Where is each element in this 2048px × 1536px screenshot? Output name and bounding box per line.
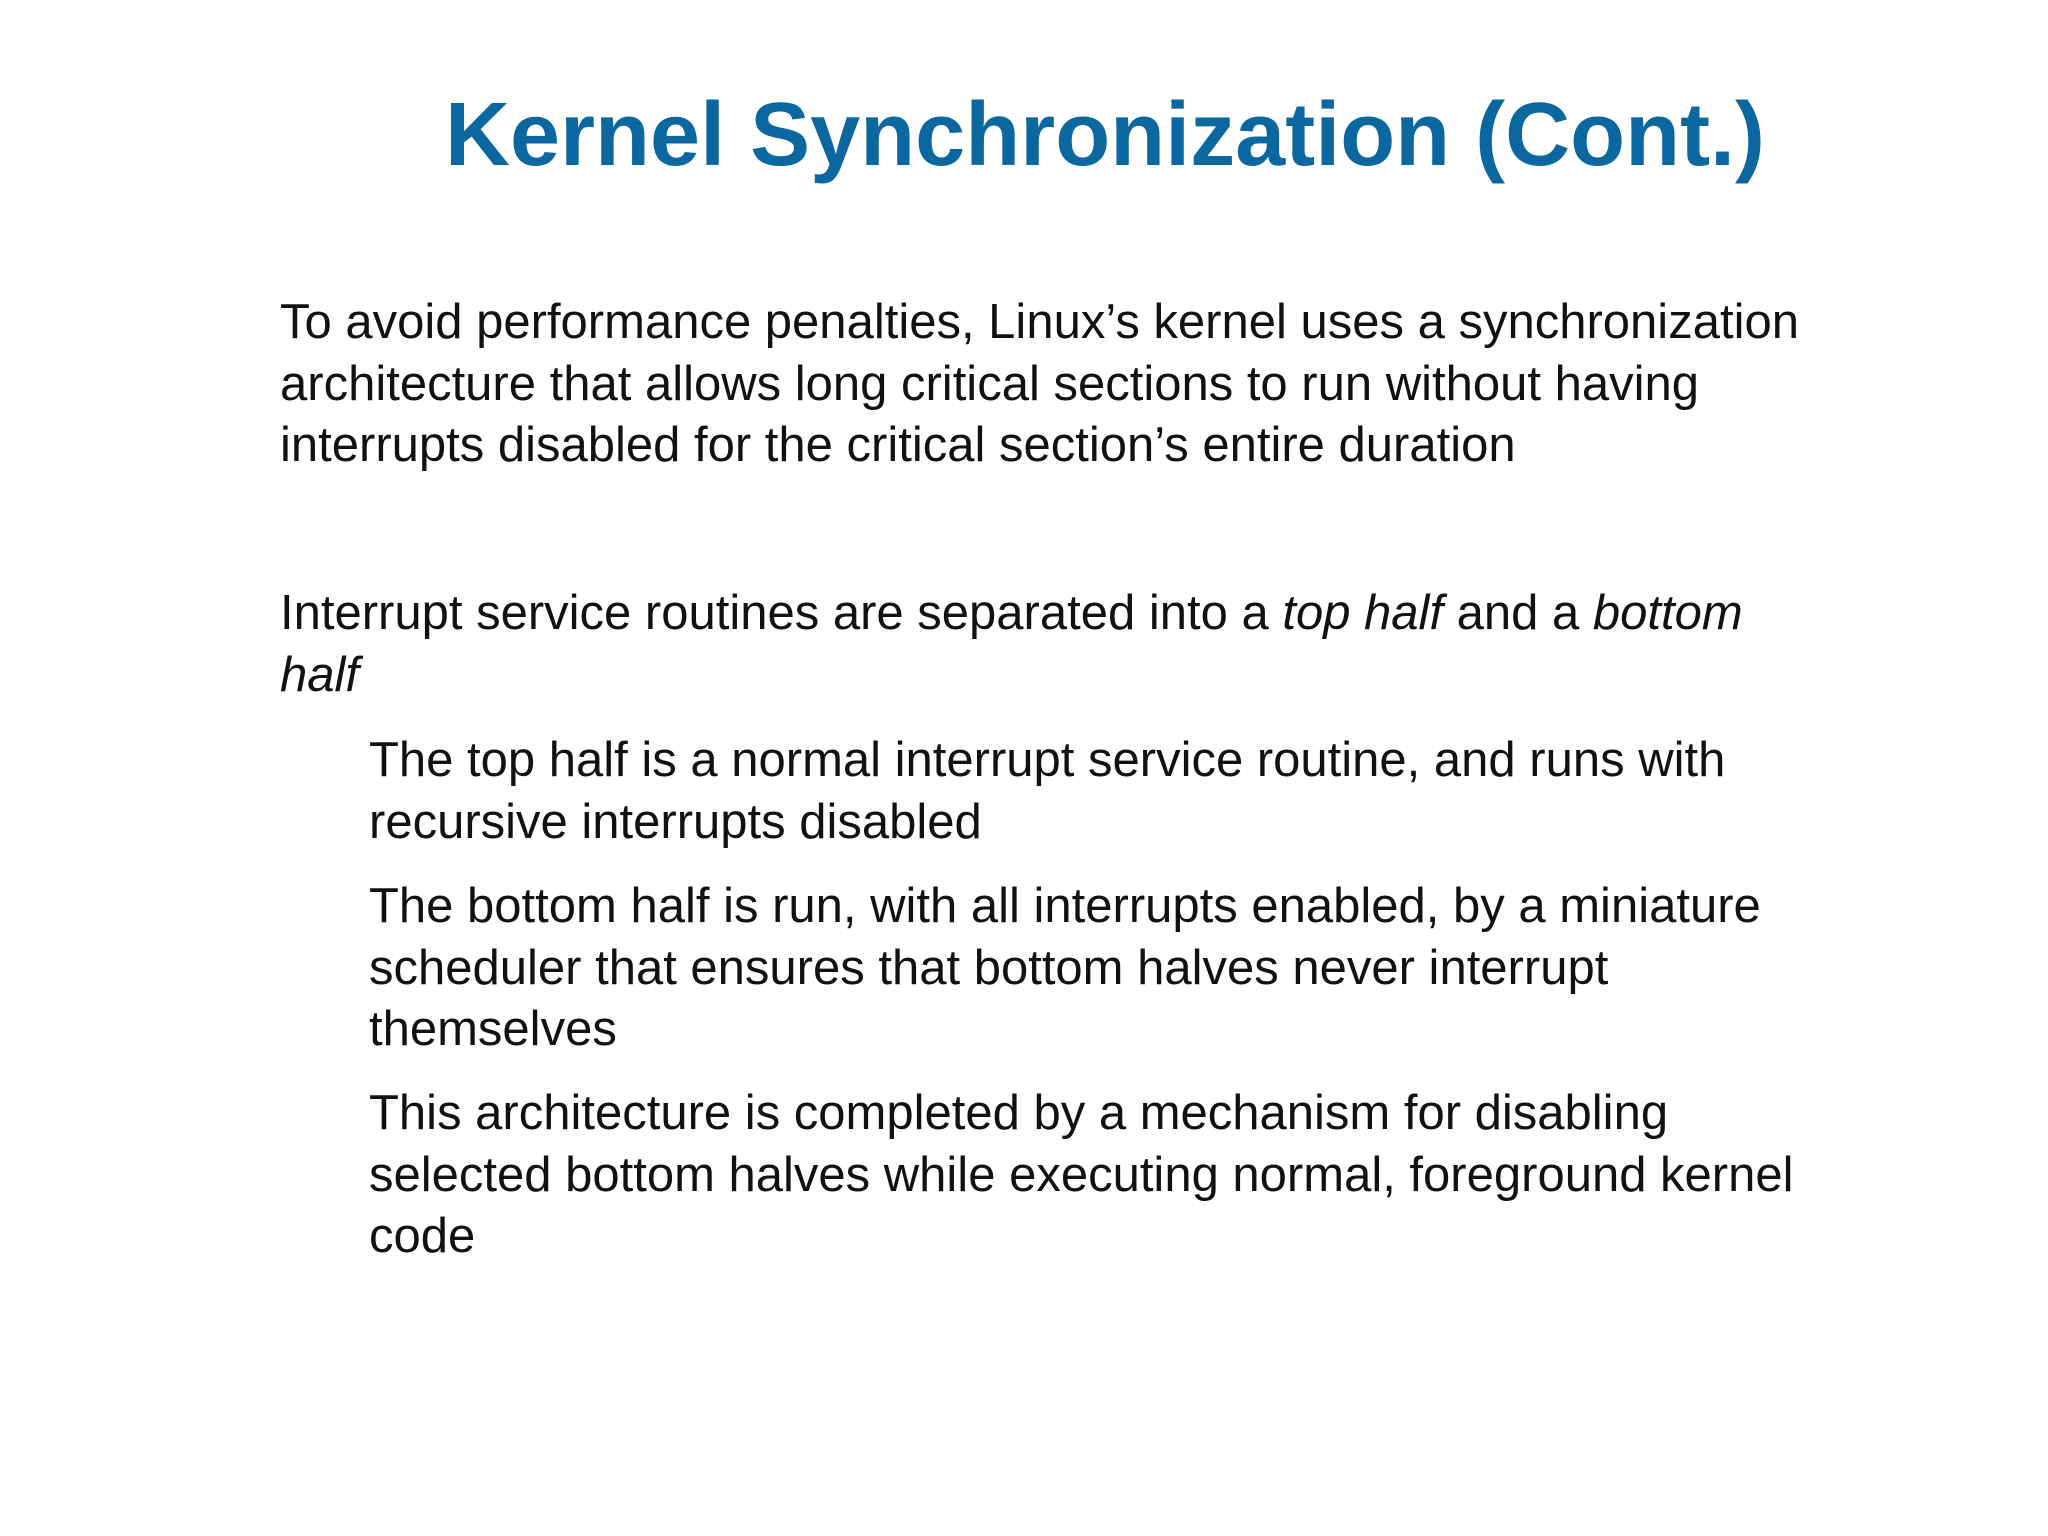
text-line: architecture that allows long critical sections to run without having [280, 356, 1699, 411]
text-run: Interrupt service routines are separated into a [280, 586, 1283, 640]
text-line: themselves [369, 1002, 617, 1056]
subpoint-bottom-half [369, 876, 1929, 1061]
text-line: The bottom half is run, with all interrupts enabled, by a miniature [369, 879, 1761, 933]
emphasis-half: half [280, 647, 360, 702]
text-line: code [369, 1209, 476, 1263]
emphasis-top-half: top half [1282, 586, 1444, 640]
paragraph-performance [280, 292, 1920, 477]
paragraph-interrupt-halves [280, 583, 1920, 706]
text-line: recursive interrupts disabled [369, 794, 982, 849]
subpoint-top-half [369, 730, 1929, 853]
text-line [280, 645, 1920, 707]
text-line: To avoid performance penalties, Linux’s kernel uses a synchronization [280, 295, 1799, 349]
text-line: scheduler that ensures that bottom halves never interrupt [369, 940, 1609, 995]
text-run: and a [1443, 586, 1593, 640]
text-line: interrupts disabled for the critical section’s entire duration [280, 418, 1516, 472]
text-line: The top half is a normal interrupt service routine, and runs with [369, 733, 1726, 787]
text-line: selected bottom halves while executing normal, foreground kernel [369, 1147, 1794, 1202]
text-line [280, 583, 1920, 645]
text-line: This architecture is completed by a mechanism for disabling [369, 1086, 1669, 1140]
slide-title: Kernel Synchronization (Cont.) [444, 85, 1766, 185]
emphasis-bottom: bottom [1592, 586, 1743, 640]
subpoint-architecture [369, 1083, 1929, 1268]
